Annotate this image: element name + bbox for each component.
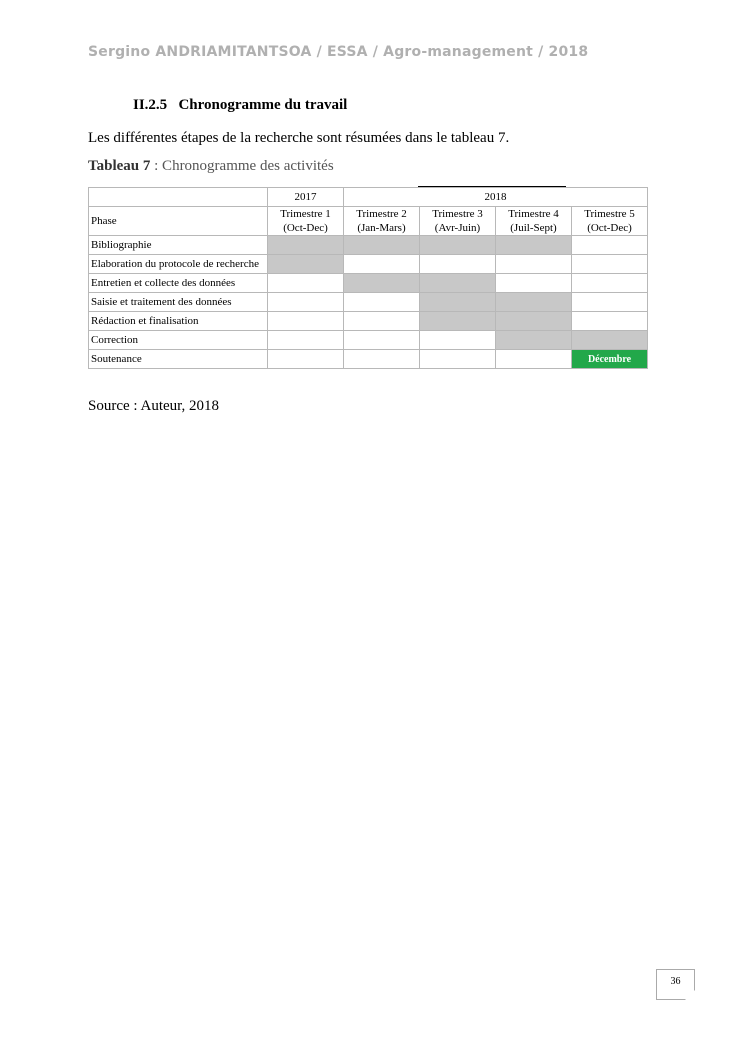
section-heading: Chronogramme du travail: [178, 97, 348, 113]
year-cell-2017: 2017: [268, 188, 344, 207]
table-row: [89, 236, 648, 255]
activity-cell-empty: [496, 274, 572, 293]
quarter-name: Trimestre 2: [356, 208, 407, 220]
caption-text: : Chronogramme des activités: [150, 158, 334, 174]
activity-cell-filled: [420, 293, 496, 312]
activity-cell-highlight: Décembre: [572, 350, 648, 369]
quarter-header: [344, 207, 420, 236]
quarter-name: Trimestre 5: [584, 208, 635, 220]
quarter-name: Trimestre 3: [432, 208, 483, 220]
table-row: [89, 331, 648, 350]
quarter-header: [420, 207, 496, 236]
phase-label: Correction: [89, 331, 268, 350]
quarter-header: [268, 207, 344, 236]
phase-header: Phase: [89, 207, 268, 236]
phase-rows: [89, 236, 648, 369]
activity-cell-filled: [344, 236, 420, 255]
table-source: Source : Auteur, 2018: [88, 398, 220, 414]
phase-label: Entretien et collecte des données: [89, 274, 268, 293]
activity-cell-empty: [344, 255, 420, 274]
activity-cell-empty: [420, 350, 496, 369]
activity-cell-empty: [496, 255, 572, 274]
activity-cell-filled: [268, 255, 344, 274]
activity-cell-filled: [496, 331, 572, 350]
activity-cell-empty: [572, 312, 648, 331]
chronogram-table: [88, 187, 648, 369]
quarter-name: Trimestre 4: [508, 208, 559, 220]
table-row: [89, 293, 648, 312]
page-header: Sergino ANDRIAMITANTSOA / ESSA / Agro-management / 2018: [88, 44, 589, 60]
activity-cell-filled: [420, 274, 496, 293]
phase-label: Elaboration du protocole de recherche: [89, 255, 268, 274]
activity-cell-empty: [420, 255, 496, 274]
quarter-header: [496, 207, 572, 236]
activity-cell-empty: [344, 312, 420, 331]
activity-cell-filled: [420, 312, 496, 331]
section-number: II.2.5: [133, 97, 168, 113]
activity-cell-empty: [572, 236, 648, 255]
activity-cell-empty: [572, 293, 648, 312]
page-number: 36: [656, 969, 695, 1000]
activity-cell-filled: [268, 236, 344, 255]
phase-label: Saisie et traitement des données: [89, 293, 268, 312]
activity-cell-filled: [496, 312, 572, 331]
quarter-range: (Oct-Dec): [283, 222, 328, 234]
caption-label: Tableau 7: [88, 158, 151, 174]
quarter-row: [89, 207, 648, 236]
quarter-range: (Jan-Mars): [357, 222, 406, 234]
activity-cell-empty: [572, 274, 648, 293]
activity-cell-empty: [496, 350, 572, 369]
activity-cell-filled: [572, 331, 648, 350]
quarter-name: Trimestre 1: [280, 208, 331, 220]
table-caption: [88, 158, 334, 175]
activity-cell-empty: [268, 331, 344, 350]
quarter-range: (Avr-Juin): [434, 222, 481, 234]
quarter-range: (Oct-Dec): [587, 222, 632, 234]
activity-cell-empty: [420, 331, 496, 350]
activity-cell-filled: [344, 274, 420, 293]
activity-cell-empty: [268, 274, 344, 293]
activity-cell-empty: [268, 312, 344, 331]
quarter-range: (Juil-Sept): [510, 222, 557, 234]
phase-label: Bibliographie: [89, 236, 268, 255]
year-cell-2018: 2018: [344, 188, 648, 207]
activity-cell-empty: [344, 293, 420, 312]
activity-cell-filled: [496, 236, 572, 255]
year-row: [89, 188, 648, 207]
quarter-header: [572, 207, 648, 236]
table-row: [89, 255, 648, 274]
phase-label: Rédaction et finalisation: [89, 312, 268, 331]
intro-paragraph: Les différentes étapes de la recherche sont résumées dans le tableau 7.: [88, 130, 510, 146]
table-row: [89, 350, 648, 369]
table-row: [89, 312, 648, 331]
table-row: [89, 274, 648, 293]
activity-cell-filled: [496, 293, 572, 312]
section-title: [133, 97, 347, 114]
activity-cell-empty: [344, 331, 420, 350]
phase-label: Soutenance: [89, 350, 268, 369]
activity-cell-filled: [420, 236, 496, 255]
activity-cell-empty: [268, 350, 344, 369]
activity-cell-empty: [572, 255, 648, 274]
activity-cell-empty: [344, 350, 420, 369]
activity-cell-empty: [268, 293, 344, 312]
corner-cell: [89, 188, 268, 207]
